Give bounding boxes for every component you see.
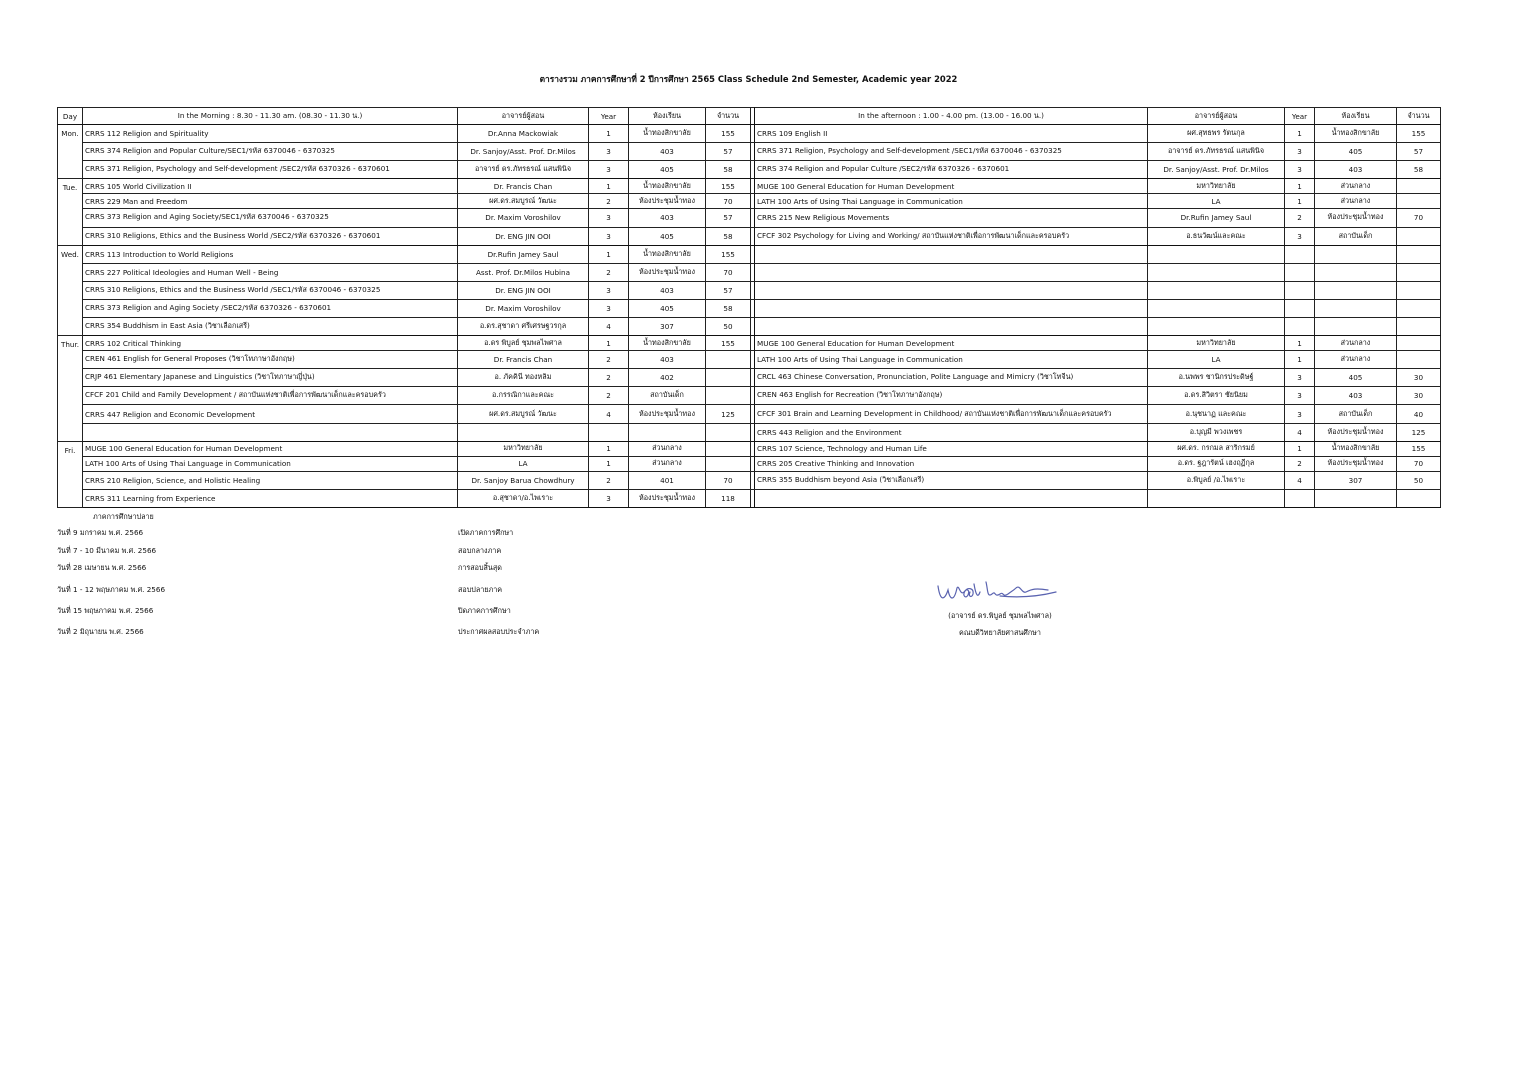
morning-course-cell: CRRS 373 Religion and Aging Society/SEC1/รหัส 6370046 - 6370325 [83, 209, 458, 227]
afternoon-lecturer-cell: Dr. Sanjoy/Asst. Prof. Dr.Milos [1148, 161, 1285, 179]
calendar-event: การสอบสิ้นสุด [458, 563, 502, 572]
afternoon-year-cell: 1 [1285, 194, 1315, 209]
morning-lecturer-cell: Dr. Sanjoy Barua Chowdhury [458, 471, 589, 489]
calendar-event: สอบปลายภาค [458, 585, 503, 594]
morning-count-cell: 70 [706, 194, 751, 209]
afternoon-year-cell: 3 [1285, 161, 1315, 179]
calendar-event: ปิดภาคการศึกษา [458, 606, 511, 615]
afternoon-room-cell: สถาบันเด็ก [1315, 405, 1397, 423]
afternoon-count-cell: 155 [1397, 125, 1441, 143]
morning-count-cell [706, 351, 751, 369]
afternoon-year-cell: 2 [1285, 209, 1315, 227]
morning-year-cell: 4 [589, 318, 629, 336]
afternoon-year-cell [1285, 263, 1315, 281]
term-heading: ภาคการศึกษาปลาย [93, 512, 154, 521]
morning-course-cell: CRRS 229 Man and Freedom [83, 194, 458, 209]
morning-year-cell: 1 [589, 245, 629, 263]
header-count-morning: จำนวน [706, 108, 751, 125]
afternoon-year-cell: 1 [1285, 179, 1315, 194]
morning-year-cell: 1 [589, 179, 629, 194]
afternoon-count-cell [1397, 318, 1441, 336]
afternoon-course-cell [755, 318, 1148, 336]
table-row [58, 441, 1441, 456]
table-row [58, 299, 1441, 317]
afternoon-room-cell: ห้องประชุมน้ำทอง [1315, 456, 1397, 471]
afternoon-room-cell: ห้องประชุมน้ำทอง [1315, 423, 1397, 441]
afternoon-room-cell: น้ำทองสิกขาลัย [1315, 125, 1397, 143]
afternoon-room-cell [1315, 489, 1397, 507]
afternoon-count-cell: 155 [1397, 441, 1441, 456]
afternoon-room-cell: ส่วนกลาง [1315, 179, 1397, 194]
afternoon-course-cell [755, 281, 1148, 299]
morning-year-cell: 3 [589, 143, 629, 161]
afternoon-count-cell: 57 [1397, 143, 1441, 161]
schedule-body [58, 125, 1441, 508]
schedule-title: ตารางรวม ภาคการศึกษาที่ 2 ปีการศึกษา 2565 Class Schedule 2nd Semester, Academic year 2022 [539, 74, 958, 84]
afternoon-room-cell [1315, 281, 1397, 299]
morning-room-cell: 401 [629, 471, 706, 489]
afternoon-year-cell [1285, 299, 1315, 317]
header-row [58, 108, 1441, 125]
morning-count-cell: 50 [706, 318, 751, 336]
morning-course-cell: CRRS 102 Critical Thinking [83, 336, 458, 351]
afternoon-course-cell [755, 263, 1148, 281]
table-row [58, 281, 1441, 299]
afternoon-lecturer-cell [1148, 318, 1285, 336]
afternoon-course-cell [755, 299, 1148, 317]
morning-count-cell: 70 [706, 471, 751, 489]
morning-course-cell: CREN 461 English for General Proposes (วิชาโทภาษาอังกฤษ) [83, 351, 458, 369]
afternoon-year-cell [1285, 281, 1315, 299]
morning-room-cell: ส่วนกลาง [629, 456, 706, 471]
morning-lecturer-cell: Dr. ENG JIN OOI [458, 281, 589, 299]
afternoon-room-cell [1315, 299, 1397, 317]
morning-lecturer-cell: Dr.Anna Mackowiak [458, 125, 589, 143]
afternoon-course-cell: CRRS 109 English II [755, 125, 1148, 143]
morning-course-cell: CRRS 371 Religion, Psychology and Self-development /SEC2/รหัส 6370326 - 6370601 [83, 161, 458, 179]
afternoon-lecturer-cell [1148, 263, 1285, 281]
afternoon-room-cell: ส่วนกลาง [1315, 336, 1397, 351]
morning-year-cell: 1 [589, 441, 629, 456]
table-row [58, 209, 1441, 227]
morning-count-cell: 57 [706, 143, 751, 161]
afternoon-room-cell: ส่วนกลาง [1315, 194, 1397, 209]
calendar-date: วันที่ 15 พฤษภาคม พ.ศ. 2566 [57, 606, 154, 615]
afternoon-lecturer-cell: ผศ.สุทธพร รัตนกุล [1148, 125, 1285, 143]
morning-course-cell: CRRS 113 Introduction to World Religions [83, 245, 458, 263]
header-afternoon: In the afternoon : 1.00 - 4.00 pm. (13.00 - 16.00 น.) [755, 108, 1148, 125]
morning-year-cell: 2 [589, 351, 629, 369]
afternoon-room-cell: 403 [1315, 387, 1397, 405]
calendar-event: สอบกลางภาค [458, 546, 502, 555]
table-row [58, 179, 1441, 194]
afternoon-lecturer-cell: LA [1148, 194, 1285, 209]
afternoon-lecturer-cell: อาจารย์ ดร.ภัทรธรณ์ แสนพินิจ [1148, 143, 1285, 161]
afternoon-count-cell: 70 [1397, 456, 1441, 471]
afternoon-count-cell [1397, 179, 1441, 194]
morning-room-cell: 307 [629, 318, 706, 336]
morning-course-cell: CFCF 201 Child and Family Development / สถาบันแห่งชาติเพื่อการพัฒนาเด็กและครอบครัว [83, 387, 458, 405]
table-row [58, 161, 1441, 179]
header-year-morning: Year [589, 108, 629, 125]
morning-course-cell: CRRS 310 Religions, Ethics and the Business World /SEC2/รหัส 6370326 - 6370601 [83, 227, 458, 245]
morning-course-cell [83, 423, 458, 441]
header-morning: In the Morning : 8.30 - 11.30 am. (08.30 - 11.30 น.) [83, 108, 458, 125]
morning-lecturer-cell: อ.ดร.สุชาดา ศรีเศรษฐวรกุล [458, 318, 589, 336]
afternoon-count-cell: 58 [1397, 161, 1441, 179]
afternoon-room-cell [1315, 318, 1397, 336]
afternoon-count-cell: 70 [1397, 209, 1441, 227]
morning-room-cell: น้ำทองสิกขาลัย [629, 336, 706, 351]
morning-course-cell: CRJP 461 Elementary Japanese and Linguistics (วิชาโทภาษาญี่ปุ่น) [83, 369, 458, 387]
afternoon-room-cell: ส่วนกลาง [1315, 351, 1397, 369]
afternoon-course-cell: CRRS 374 Religion and Popular Culture /SEC2/รหัส 6370326 - 6370601 [755, 161, 1148, 179]
afternoon-lecturer-cell: อ.ดร. ฐฎารัตน์ เฮงฤฏีกุล [1148, 456, 1285, 471]
day-cell: Tue. [58, 179, 83, 245]
morning-room-cell: ห้องประชุมน้ำทอง [629, 405, 706, 423]
morning-room-cell: สถาบันเด็ก [629, 387, 706, 405]
table-row [58, 194, 1441, 209]
afternoon-course-cell: MUGE 100 General Education for Human Development [755, 336, 1148, 351]
afternoon-lecturer-cell [1148, 489, 1285, 507]
morning-course-cell: CRRS 354 Buddhism in East Asia (วิชาเลือกเสรี) [83, 318, 458, 336]
morning-course-cell: CRRS 374 Religion and Popular Culture/SEC1/รหัส 6370046 - 6370325 [83, 143, 458, 161]
afternoon-course-cell [755, 489, 1148, 507]
afternoon-room-cell: น้ำทองสิกขาลัย [1315, 441, 1397, 456]
afternoon-count-cell [1397, 245, 1441, 263]
morning-lecturer-cell: Dr. Maxim Voroshilov [458, 209, 589, 227]
header-room-morning: ห้องเรียน [629, 108, 706, 125]
morning-count-cell [706, 369, 751, 387]
afternoon-year-cell: 3 [1285, 143, 1315, 161]
morning-count-cell: 155 [706, 245, 751, 263]
morning-year-cell: 2 [589, 263, 629, 281]
afternoon-count-cell: 30 [1397, 387, 1441, 405]
table-row [58, 263, 1441, 281]
signatory-position: คณบดีวิทยาลัยศาสนศึกษา [959, 628, 1041, 637]
afternoon-lecturer-cell: อ.พิบูลย์ /อ.ไพเราะ [1148, 471, 1285, 489]
table-row [58, 423, 1441, 441]
table-row [58, 471, 1441, 489]
afternoon-course-cell: LATH 100 Arts of Using Thai Language in Communication [755, 194, 1148, 209]
morning-room-cell: 405 [629, 227, 706, 245]
morning-room-cell: 403 [629, 281, 706, 299]
afternoon-year-cell: 3 [1285, 369, 1315, 387]
signature-stroke [938, 582, 1056, 598]
morning-course-cell: LATH 100 Arts of Using Thai Language in Communication [83, 456, 458, 471]
morning-lecturer-cell: อาจารย์ ดร.ภัทรธรณ์ แสนพินิจ [458, 161, 589, 179]
morning-lecturer-cell: Dr. Sanjoy/Asst. Prof. Dr.Milos [458, 143, 589, 161]
morning-lecturer-cell: Asst. Prof. Dr.Milos Hubina [458, 263, 589, 281]
afternoon-lecturer-cell: มหาวิทยาลัย [1148, 179, 1285, 194]
table-row [58, 489, 1441, 507]
morning-count-cell: 155 [706, 125, 751, 143]
afternoon-lecturer-cell [1148, 299, 1285, 317]
morning-course-cell: CRRS 310 Religions, Ethics and the Business World /SEC1/รหัส 6370046 - 6370325 [83, 281, 458, 299]
header-lecturer-morning: อาจารย์ผู้สอน [458, 108, 589, 125]
morning-year-cell: 3 [589, 209, 629, 227]
morning-room-cell: น้ำทองสิกขาลัย [629, 179, 706, 194]
afternoon-count-cell: 40 [1397, 405, 1441, 423]
afternoon-room-cell: 307 [1315, 471, 1397, 489]
morning-room-cell: ห้องประชุมน้ำทอง [629, 263, 706, 281]
afternoon-room-cell: 405 [1315, 143, 1397, 161]
morning-year-cell: 1 [589, 336, 629, 351]
morning-room-cell: 403 [629, 351, 706, 369]
table-row [58, 405, 1441, 423]
afternoon-course-cell: MUGE 100 General Education for Human Development [755, 179, 1148, 194]
morning-year-cell: 2 [589, 387, 629, 405]
morning-room-cell: ห้องประชุมน้ำทอง [629, 489, 706, 507]
morning-lecturer-cell: อ.ดร พิบูลย์ ชุมพลไพศาล [458, 336, 589, 351]
afternoon-lecturer-cell: อ.นุชนาฏ และคณะ [1148, 405, 1285, 423]
morning-year-cell: 3 [589, 227, 629, 245]
afternoon-lecturer-cell [1148, 245, 1285, 263]
header-day: Day [58, 108, 83, 125]
calendar-date: วันที่ 2 มิถุนายน พ.ศ. 2566 [57, 627, 144, 636]
table-row [58, 245, 1441, 263]
morning-room-cell: 402 [629, 369, 706, 387]
morning-room-cell: 405 [629, 161, 706, 179]
day-cell: Fri. [58, 441, 83, 507]
afternoon-year-cell: 4 [1285, 471, 1315, 489]
day-cell: Mon. [58, 125, 83, 179]
morning-count-cell: 155 [706, 179, 751, 194]
table-row [58, 336, 1441, 351]
calendar-date: วันที่ 1 - 12 พฤษภาคม พ.ศ. 2566 [57, 585, 166, 594]
morning-course-cell: CRRS 311 Learning from Experience [83, 489, 458, 507]
afternoon-lecturer-cell: ผศ.ดร. กรกมล สาริกรมย์ [1148, 441, 1285, 456]
afternoon-lecturer-cell: Dr.Rufin Jamey Saul [1148, 209, 1285, 227]
morning-count-cell: 57 [706, 281, 751, 299]
morning-room-cell: ส่วนกลาง [629, 441, 706, 456]
afternoon-course-cell: CRRS 443 Religion and the Environment [755, 423, 1148, 441]
morning-lecturer-cell: ผศ.ดร.สมบูรณ์ วัฒนะ [458, 405, 589, 423]
table-row [58, 318, 1441, 336]
afternoon-count-cell [1397, 194, 1441, 209]
morning-count-cell: 155 [706, 336, 751, 351]
morning-room-cell [629, 423, 706, 441]
afternoon-lecturer-cell: อ.ดร.สิวิตรา ชัยนิยม [1148, 387, 1285, 405]
afternoon-lecturer-cell: อ.บุญมี พวงเพชร [1148, 423, 1285, 441]
morning-lecturer-cell: อ. ภัคคินี ทองหลิม [458, 369, 589, 387]
calendar-event: ประกาศผลสอบประจำภาค [458, 627, 540, 636]
table-row [58, 369, 1441, 387]
calendar-date: วันที่ 9 มกราคม พ.ศ. 2566 [57, 528, 144, 537]
signature-image [930, 576, 1090, 608]
header-count-afternoon: จำนวน [1397, 108, 1441, 125]
morning-lecturer-cell: Dr. Maxim Voroshilov [458, 299, 589, 317]
morning-course-cell: CRRS 210 Religion, Science, and Holistic Healing [83, 471, 458, 489]
afternoon-course-cell: CRRS 215 New Religious Movements [755, 209, 1148, 227]
afternoon-year-cell: 3 [1285, 227, 1315, 245]
morning-course-cell: CRRS 105 World Civilization II [83, 179, 458, 194]
afternoon-course-cell: CRRS 205 Creative Thinking and Innovation [755, 456, 1148, 471]
day-cell: Wed. [58, 245, 83, 335]
table-row [58, 456, 1441, 471]
morning-lecturer-cell: LA [458, 456, 589, 471]
afternoon-year-cell [1285, 245, 1315, 263]
morning-lecturer-cell: ผศ.ดร.สมบูรณ์ วัฒนะ [458, 194, 589, 209]
morning-year-cell: 3 [589, 281, 629, 299]
morning-room-cell: 405 [629, 299, 706, 317]
afternoon-count-cell: 30 [1397, 369, 1441, 387]
morning-lecturer-cell: อ.สุชาดา/อ.ไพเราะ [458, 489, 589, 507]
morning-year-cell: 3 [589, 299, 629, 317]
afternoon-course-cell [755, 245, 1148, 263]
morning-year-cell: 1 [589, 456, 629, 471]
table-row [58, 387, 1441, 405]
afternoon-room-cell: 405 [1315, 369, 1397, 387]
morning-count-cell: 70 [706, 263, 751, 281]
morning-room-cell: น้ำทองสิกขาลัย [629, 125, 706, 143]
morning-lecturer-cell: Dr.Rufin Jamey Saul [458, 245, 589, 263]
afternoon-course-cell: CRCL 463 Chinese Conversation, Pronunciation, Polite Language and Mimicry (วิชาโทจีน) [755, 369, 1148, 387]
day-cell: Thur. [58, 336, 83, 442]
morning-lecturer-cell: Dr. ENG JIN OOI [458, 227, 589, 245]
afternoon-count-cell [1397, 489, 1441, 507]
calendar-date: วันที่ 28 เมษายน พ.ศ. 2566 [57, 563, 147, 572]
afternoon-room-cell [1315, 245, 1397, 263]
morning-count-cell [706, 387, 751, 405]
morning-room-cell: ห้องประชุมน้ำทอง [629, 194, 706, 209]
afternoon-course-cell: LATH 100 Arts of Using Thai Language in Communication [755, 351, 1148, 369]
morning-room-cell: 403 [629, 209, 706, 227]
header-lecturer-afternoon: อาจารย์ผู้สอน [1148, 108, 1285, 125]
table-row [58, 143, 1441, 161]
morning-lecturer-cell: อ.กรรณิกาและคณะ [458, 387, 589, 405]
afternoon-course-cell: CREN 463 English for Recreation (วิชาโทภาษาอังกฤษ) [755, 387, 1148, 405]
header-room-afternoon: ห้องเรียน [1315, 108, 1397, 125]
schedule-table [57, 107, 1441, 508]
afternoon-course-cell: CRRS 371 Religion, Psychology and Self-development /SEC1/รหัส 6370046 - 6370325 [755, 143, 1148, 161]
afternoon-lecturer-cell: อ.นพพร ชานิกรประดิษฐ์ [1148, 369, 1285, 387]
signatory-name: (อาจารย์ ดร.พิบูลย์ ชุมพลไพศาล) [948, 611, 1052, 620]
morning-lecturer-cell: Dr. Francis Chan [458, 351, 589, 369]
afternoon-room-cell [1315, 263, 1397, 281]
morning-count-cell: 57 [706, 209, 751, 227]
morning-year-cell: 4 [589, 405, 629, 423]
afternoon-count-cell [1397, 299, 1441, 317]
afternoon-count-cell [1397, 351, 1441, 369]
morning-count-cell [706, 441, 751, 456]
afternoon-count-cell [1397, 281, 1441, 299]
table-row [58, 351, 1441, 369]
afternoon-year-cell: 4 [1285, 423, 1315, 441]
afternoon-count-cell: 50 [1397, 471, 1441, 489]
afternoon-count-cell [1397, 227, 1441, 245]
afternoon-course-cell: CRRS 107 Science, Technology and Human Life [755, 441, 1148, 456]
afternoon-year-cell: 1 [1285, 125, 1315, 143]
morning-year-cell: 3 [589, 489, 629, 507]
afternoon-count-cell: 125 [1397, 423, 1441, 441]
afternoon-year-cell [1285, 318, 1315, 336]
morning-year-cell: 1 [589, 125, 629, 143]
afternoon-course-cell: CFCF 302 Psychology for Living and Working/ สถาบันแห่งชาติเพื่อการพัฒนาเด็กและครอบครัว [755, 227, 1148, 245]
table-row [58, 227, 1441, 245]
morning-lecturer-cell: มหาวิทยาลัย [458, 441, 589, 456]
morning-year-cell [589, 423, 629, 441]
calendar-date: วันที่ 7 - 10 มีนาคม พ.ศ. 2566 [57, 546, 157, 555]
morning-count-cell: 58 [706, 299, 751, 317]
morning-year-cell: 2 [589, 471, 629, 489]
afternoon-year-cell: 1 [1285, 336, 1315, 351]
morning-count-cell: 118 [706, 489, 751, 507]
morning-year-cell: 3 [589, 161, 629, 179]
morning-count-cell [706, 456, 751, 471]
morning-year-cell: 2 [589, 194, 629, 209]
morning-room-cell: 403 [629, 143, 706, 161]
morning-lecturer-cell [458, 423, 589, 441]
morning-course-cell: CRRS 112 Religion and Spirituality [83, 125, 458, 143]
afternoon-lecturer-cell [1148, 281, 1285, 299]
morning-count-cell [706, 423, 751, 441]
afternoon-year-cell: 3 [1285, 387, 1315, 405]
afternoon-room-cell: สถาบันเด็ก [1315, 227, 1397, 245]
morning-year-cell: 2 [589, 369, 629, 387]
afternoon-year-cell: 2 [1285, 456, 1315, 471]
morning-count-cell: 125 [706, 405, 751, 423]
morning-course-cell: CRRS 227 Political Ideologies and Human Well - Being [83, 263, 458, 281]
morning-course-cell: CRRS 447 Religion and Economic Development [83, 405, 458, 423]
table-row [58, 125, 1441, 143]
afternoon-lecturer-cell: LA [1148, 351, 1285, 369]
morning-course-cell: CRRS 373 Religion and Aging Society /SEC2/รหัส 6370326 - 6370601 [83, 299, 458, 317]
afternoon-course-cell: CFCF 301 Brain and Learning Development in Childhood/ สถาบันแห่งชาติเพื่อการพัฒนาเด็กและครอบครัว [755, 405, 1148, 423]
morning-course-cell: MUGE 100 General Education for Human Development [83, 441, 458, 456]
afternoon-course-cell: CRRS 355 Buddhism beyond Asia (วิชาเลือกเสรี) [755, 471, 1148, 489]
afternoon-lecturer-cell: อ.ธนวัฒน์และคณะ [1148, 227, 1285, 245]
morning-lecturer-cell: Dr. Francis Chan [458, 179, 589, 194]
afternoon-lecturer-cell: มหาวิทยาลัย [1148, 336, 1285, 351]
header-year-afternoon: Year [1285, 108, 1315, 125]
calendar-event: เปิดภาคการศึกษา [458, 528, 514, 537]
afternoon-room-cell: 403 [1315, 161, 1397, 179]
afternoon-count-cell [1397, 263, 1441, 281]
morning-count-cell: 58 [706, 227, 751, 245]
morning-count-cell: 58 [706, 161, 751, 179]
afternoon-year-cell [1285, 489, 1315, 507]
morning-room-cell: น้ำทองสิกขาลัย [629, 245, 706, 263]
afternoon-room-cell: ห้องประชุมน้ำทอง [1315, 209, 1397, 227]
afternoon-year-cell: 1 [1285, 351, 1315, 369]
afternoon-year-cell: 3 [1285, 405, 1315, 423]
afternoon-count-cell [1397, 336, 1441, 351]
afternoon-year-cell: 1 [1285, 441, 1315, 456]
